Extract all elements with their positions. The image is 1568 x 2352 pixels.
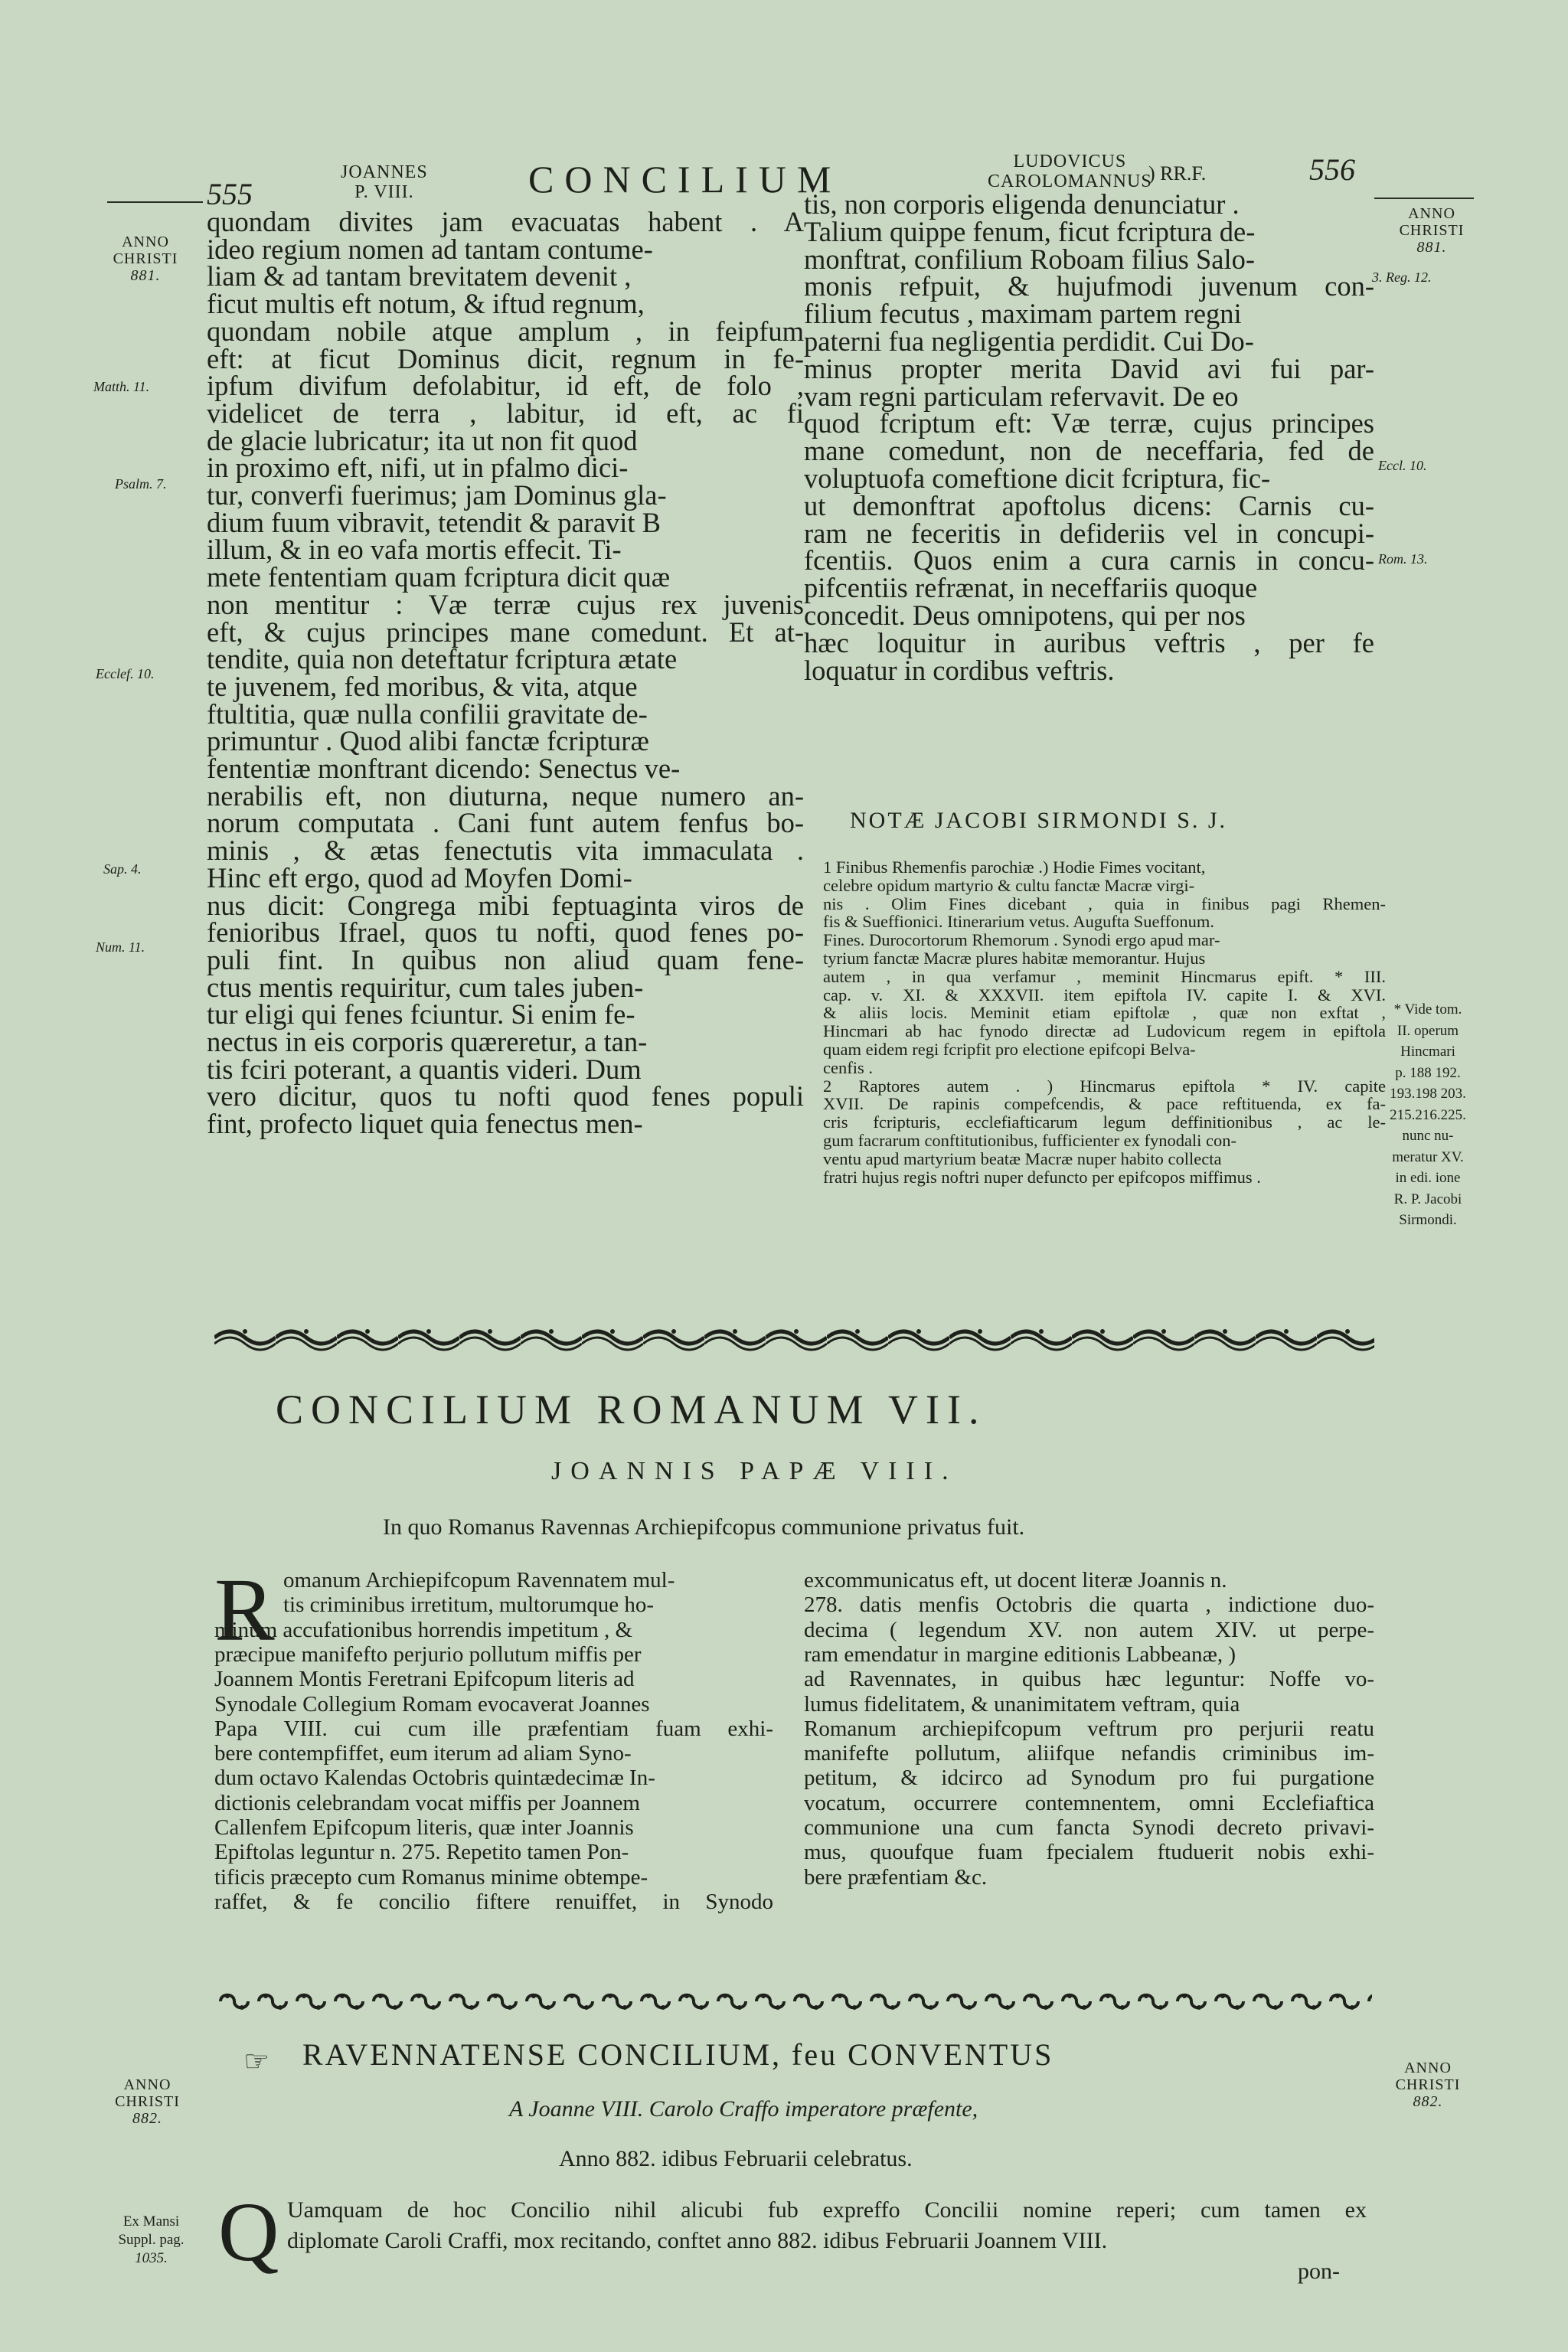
text-line: fenioribus Ifrael, quos tu nofti, quod fenes po- bbox=[207, 916, 804, 949]
margin-ref: Eccl. 10. bbox=[1378, 458, 1427, 473]
note-line: & aliis locis. Meminit etiam epiftolæ , quæ non exftat , bbox=[823, 1003, 1386, 1023]
text-line: minum accufationibus horrendis impetitum , & bbox=[214, 1617, 633, 1642]
header-rrf: ) RR.F. bbox=[1148, 162, 1207, 185]
margin-anno-line: 881. bbox=[1416, 239, 1447, 256]
side-ref-line: II. operum bbox=[1396, 1022, 1459, 1039]
text-line: decima ( legendum XV. non autem XIV. ut perpe- bbox=[804, 1617, 1374, 1642]
text-line: ctus mentis requiritur, cum tales juben- bbox=[207, 971, 644, 1003]
header-joannes-line: JOANNES bbox=[341, 162, 428, 182]
note-line: cenfis . bbox=[823, 1057, 873, 1077]
header-joannes bbox=[341, 162, 428, 202]
side-ref-line: Sirmondi. bbox=[1399, 1212, 1457, 1228]
text-line: Joannem Montis Feretrani Epifcopum literis ad bbox=[214, 1667, 635, 1692]
side-ref-line: p. 188 192. bbox=[1395, 1064, 1461, 1081]
margin-ref: Rom. 13. bbox=[1378, 551, 1428, 567]
margin-ref: Psalm. 7. bbox=[115, 476, 167, 492]
text-line: bere præfentiam &c. bbox=[804, 1864, 988, 1890]
margin-anno-right bbox=[1386, 205, 1478, 256]
note-line: cap. v. XI. & XXXVII. item epiftola IV. capite I. & XVI. bbox=[823, 985, 1386, 1004]
note-line: autem , in qua verfamur , meminit Hincmarus epift. * III. bbox=[823, 966, 1386, 986]
note-line: 1 Finibus Rhemenfis parochiæ .) Hodie Fimes vocitant, bbox=[823, 858, 1206, 877]
margin-ref: 3. Reg. 12. bbox=[1372, 270, 1432, 285]
text-line: Talium quippe fenum, ficut fcriptura de- bbox=[804, 215, 1256, 247]
margin-ex-mansi bbox=[100, 2213, 203, 2268]
text-line: lumus fidelitatem, & unanimitatem veftram, quia bbox=[804, 1691, 1240, 1717]
notes-title: NOTÆ JACOBI SIRMONDI S. J. bbox=[850, 808, 1228, 833]
text-line: te juvenem, fed moribus, & vita, atque bbox=[207, 670, 638, 702]
text-line: hæc loquitur in auribus veftris , per fe bbox=[804, 626, 1374, 658]
note-line: 2 Raptores autem . ) Hincmarus epiftola * IV. capite bbox=[823, 1076, 1386, 1096]
text-line: communione una cum fancta Synodi decreto privavi- bbox=[804, 1815, 1374, 1840]
margin-anno-line: ANNO bbox=[122, 234, 169, 250]
text-line: nus dicit: Congrega mibi feptuaginta viros de bbox=[207, 889, 804, 921]
text-line: mus, quoufque fuam fpecialem ftuduerit nobis exhi- bbox=[804, 1840, 1374, 1865]
text-line: fint, profecto liquet quia fenectus men- bbox=[207, 1108, 643, 1140]
side-ref-line: Hincmari bbox=[1400, 1044, 1455, 1060]
text-line: Papa VIII. cui cum ille præfentiam fuam exhi- bbox=[214, 1716, 773, 1741]
pointing-hand-icon: ☞ bbox=[243, 2046, 270, 2078]
text-line: ram ne feceritis in defideriis vel in concupi- bbox=[804, 517, 1374, 549]
margin-ex-mansi-line: Suppl. pag. bbox=[118, 2232, 185, 2248]
text-line: tis fciri poterant, a quantis videri. Dum bbox=[207, 1053, 642, 1085]
note-line: Hincmari ab hac fynodo directæ ad Ludovicum regem in epiftola bbox=[823, 1021, 1386, 1041]
drop-cap-q: Q bbox=[218, 2185, 279, 2278]
note-line: Fines. Durocortorum Rhemorum . Synodi ergo apud mar- bbox=[823, 930, 1220, 950]
note-line: gum facrarum conftitutionibus, fufficienter ex fynodali con- bbox=[823, 1131, 1237, 1150]
text-line: quod fcriptum eft: Væ terræ, cujus principes bbox=[804, 407, 1374, 439]
text-line: Callenfem Epifcopum literis, quæ inter Joannis bbox=[214, 1815, 634, 1840]
margin-anno-line: ANNO bbox=[1408, 205, 1455, 222]
text-line: in proximo eft, nifi, ut in pfalmo dici- bbox=[207, 452, 629, 484]
side-ref-line: * Vide tom. bbox=[1393, 1001, 1462, 1018]
side-ref-line: 215.216.225. bbox=[1390, 1106, 1466, 1123]
drop-cap: R bbox=[214, 1560, 275, 1660]
text-line: mane comedunt, non de neceffaria, fed de bbox=[804, 435, 1374, 467]
text-line: quondam divites jam evacuatas habent . A bbox=[207, 206, 804, 237]
text-line: Romanum archiepifcopum veftrum pro perjurii reatu bbox=[804, 1716, 1374, 1741]
text-line: Epiftolas leguntur n. 275. Repetito tamen Pon- bbox=[214, 1840, 629, 1865]
text-line: bere contempfiffet, eum iterum ad aliam Syno- bbox=[214, 1741, 632, 1766]
text-line: ipfum divifum defolabitur, id eft, de folo , bbox=[207, 370, 804, 402]
header-rule-left bbox=[107, 201, 203, 203]
side-ref-line: R. P. Jacobi bbox=[1393, 1191, 1462, 1207]
text-line: mete fententiam quam fcriptura dicit quæ bbox=[207, 561, 671, 593]
text-line: loquatur in cordibus veftris. bbox=[804, 654, 1115, 686]
text-line: diplomate Caroli Craffi, mox recitando, conftet anno 882. idibus Februarii Joannem VIII. bbox=[287, 2228, 1108, 2253]
margin-anno-line: 882. bbox=[1413, 2093, 1443, 2110]
ravennatense-date: Anno 882. idibus Februarii celebratus. bbox=[559, 2146, 913, 2171]
text-line: dum octavo Kalendas Octobris quintædecimæ In- bbox=[214, 1766, 655, 1791]
text-line: de glacie lubricatur; ita ut non fit quod bbox=[207, 424, 638, 456]
ornament-band-1 bbox=[214, 1322, 1374, 1353]
text-line: ficut multis eft notum, & iftud regnum, bbox=[207, 288, 645, 320]
text-line: ut demonftrat apoftolus dicens: Carnis cu- bbox=[804, 489, 1374, 521]
margin-ref: Sap. 4. bbox=[103, 861, 142, 877]
section-title: CONCILIUM ROMANUM VII. bbox=[276, 1387, 987, 1432]
text-line: nerabilis eft, non diuturna, neque numero an- bbox=[207, 779, 804, 812]
text-line: minus propter merita David avi fui par- bbox=[804, 352, 1374, 384]
text-line: fententiæ monftrant dicendo: Senectus ve- bbox=[207, 753, 681, 784]
text-line: tur, converfi fuerimus; jam Dominus gla- bbox=[207, 479, 667, 511]
text-line: tendite, quia non deteftatur fcriptura ætate bbox=[207, 643, 678, 675]
text-line: concedit. Deus omnipotens, qui per nos bbox=[804, 599, 1246, 631]
note-line: quam eidem regi fcripfit pro electione epifcopi Belva- bbox=[823, 1040, 1196, 1059]
text-line: voluptuofa comeftione dicit fcriptura, fic- bbox=[804, 462, 1271, 494]
text-line: filium fecutus , maximam partem regni bbox=[804, 298, 1242, 330]
margin-ref: Ecclef. 10. bbox=[96, 666, 155, 681]
text-line: minis , & ætas fenectutis vita immaculata . bbox=[207, 835, 804, 867]
note-line: tyrium fanctæ Macræ plures habitæ memorantur. Hujus bbox=[823, 949, 1206, 968]
page-number-right: 556 bbox=[1309, 152, 1355, 187]
margin-anno-line: ANNO bbox=[1404, 2060, 1452, 2076]
text-line: eft, & cujus principes mane comedunt. Et at- bbox=[207, 616, 804, 648]
margin-anno-line: CHRISTI bbox=[115, 2093, 180, 2110]
margin-anno-line: CHRISTI bbox=[113, 250, 178, 267]
text-line: paterni fua negligentia perdidit. Cui Do- bbox=[804, 325, 1254, 357]
side-ref-line: meratur XV. bbox=[1392, 1148, 1464, 1165]
text-line: fcentiis. Quos enim a cura carnis in concu- bbox=[804, 544, 1374, 577]
margin-ref: Matth. 11. bbox=[93, 379, 150, 394]
margin-anno-lower-right bbox=[1378, 2060, 1478, 2110]
margin-anno-left bbox=[100, 234, 191, 284]
text-line: eft: at ficut Dominus dicit, regnum in fe- bbox=[207, 342, 804, 374]
side-ref-line: 193.198 203. bbox=[1390, 1086, 1466, 1102]
text-line: petitum, & idcirco ad Synodum pro fui purgatione bbox=[804, 1766, 1374, 1791]
margin-ex-mansi-line: 1035. bbox=[135, 2250, 168, 2266]
note-line: ventu apud martyrium beatæ Macræ nuper habito collecta bbox=[823, 1148, 1222, 1168]
text-line: vocatum, occurrere contemnentem, omni Ecclefiaftica bbox=[804, 1790, 1374, 1815]
text-line: monis refpuit, & hujufmodi juvenum con- bbox=[804, 270, 1374, 302]
text-line: primuntur . Quod alibi fanctæ fcripturæ bbox=[207, 725, 649, 757]
running-title: CONCILIUM bbox=[528, 158, 842, 201]
side-ref-line: nunc nu- bbox=[1402, 1128, 1454, 1144]
text-line: Hinc eft ergo, quod ad Moyfen Domi- bbox=[207, 861, 632, 893]
header-joannes-line: P. VIII. bbox=[354, 182, 414, 202]
text-line: pifcentiis refrænat, in neceffariis quoque bbox=[804, 572, 1258, 604]
margin-ex-mansi-line: Ex Mansi bbox=[122, 2213, 180, 2230]
text-line: Uamquam de hoc Concilio nihil alicubi fub expreffo Concilii nomine reperi; cum tamen ex bbox=[287, 2197, 1367, 2223]
text-line: monftrat, confilium Roboam filius Salo- bbox=[804, 243, 1255, 275]
text-line: ram emendatur in margine editionis Labbeanæ, ) bbox=[804, 1642, 1236, 1667]
note-line: cris fcripturis, ecclefiafticarum legum deffinitionibus , ac le- bbox=[823, 1112, 1386, 1132]
text-line: norum computata . Cani funt autem fenfus bo- bbox=[207, 807, 804, 839]
text-line: non mentitur : Væ terræ cujus rex juvenis bbox=[207, 588, 804, 620]
margin-anno-line: 882. bbox=[132, 2110, 162, 2127]
header-ludovicus-line: CAROLOMANNUS bbox=[988, 172, 1152, 191]
note-line: fratri hujus regis noftri nuper defuncto per epifcopos miffimus . bbox=[823, 1167, 1261, 1187]
margin-anno-line: 881. bbox=[130, 267, 161, 284]
note-line: fis & Sueffionici. Itinerarium vetus. Augufta Sueffonum. bbox=[823, 912, 1214, 932]
ravennatense-subtitle: A Joanne VIII. Carolo Craffo imperatore præfente, bbox=[509, 2096, 978, 2122]
note-line: nis . Olim Fines dicebant , quia in finibus pagi Rhemen- bbox=[823, 893, 1386, 913]
text-line: pon- bbox=[1298, 2259, 1340, 2284]
text-line: raffet, & fe concilio fiftere renuiffet, in Synodo bbox=[214, 1889, 773, 1914]
header-rule-right bbox=[1374, 198, 1474, 199]
text-line: excommunicatus eft, ut docent literæ Joannis n. bbox=[804, 1568, 1227, 1592]
text-line: ideo regium nomen ad tantam contume- bbox=[207, 233, 653, 265]
margin-anno-line: CHRISTI bbox=[1399, 222, 1465, 239]
header-ludovicus-line: LUDOVICUS bbox=[1013, 152, 1127, 172]
text-line: omanum Archiepifcopum Ravennatem mul- bbox=[283, 1568, 675, 1592]
text-line: Synodale Collegium Romam evocaverat Joannes bbox=[214, 1691, 650, 1717]
section-description: In quo Romanus Ravennas Archiepifcopus communione privatus fuit. bbox=[383, 1514, 1025, 1540]
text-line: præcipue manifefto perjurio pollutum miffis per bbox=[214, 1642, 642, 1667]
text-line: dictionis celebrandam vocat miffis per Joannem bbox=[214, 1790, 640, 1815]
text-line: manifefte pollutum, aliifque nefandis criminibus im- bbox=[804, 1741, 1374, 1766]
margin-ref: Num. 11. bbox=[96, 939, 145, 955]
text-line: vero dicitur, quos tu nofti quod fenes populi bbox=[207, 1080, 804, 1112]
page-number-left: 555 bbox=[207, 177, 253, 211]
header-ludovicus bbox=[988, 152, 1152, 191]
text-line: 278. datis menfis Octobris die quarta , indictione duo- bbox=[804, 1592, 1374, 1618]
side-ref-line: in edi. ione bbox=[1395, 1170, 1461, 1186]
text-line: ftultitia, quæ nulla confilii gravitate de- bbox=[207, 697, 648, 730]
margin-anno-line: CHRISTI bbox=[1395, 2076, 1461, 2093]
text-line: tur eligi qui fenes fciuntur. Si enim fe- bbox=[207, 998, 635, 1031]
margin-anno-line: ANNO bbox=[123, 2076, 172, 2093]
text-line: tis criminibus irretitum, multorumque ho- bbox=[283, 1592, 655, 1618]
note-line: celebre opidum martyrio & cultu fanctæ Macræ virgi- bbox=[823, 875, 1195, 895]
text-line: tis, non corporis eligenda denunciatur . bbox=[804, 188, 1240, 220]
text-line: videlicet de terra , labitur, id eft, ac fi bbox=[207, 397, 804, 429]
text-line: puli fint. In quibus non aliud quam fene- bbox=[207, 943, 804, 975]
text-line: ad Ravennates, in quibus hæc leguntur: Noffe vo- bbox=[804, 1667, 1374, 1692]
text-line: quondam nobile atque amplum , in feipfum bbox=[207, 315, 804, 347]
text-line: illum, & in eo vafa mortis effecit. Ti- bbox=[207, 534, 622, 566]
note-line: XVII. De rapinis compefcendis, & pace reftituenda, ex fa- bbox=[823, 1094, 1386, 1114]
text-line: vam regni particulam refervavit. De eo bbox=[804, 380, 1239, 412]
text-line: tificis præcepto cum Romanus minime obtempe- bbox=[214, 1864, 648, 1890]
ravennatense-title: RAVENNATENSE CONCILIUM, feu CONVENTUS bbox=[302, 2037, 1054, 2072]
margin-anno-lower-left bbox=[100, 2076, 195, 2127]
text-line: dium fuum vibravit, tetendit & paravit B bbox=[207, 506, 662, 538]
text-line: liam & ad tantam brevitatem devenit , bbox=[207, 260, 632, 292]
section-subtitle: JOANNIS PAPÆ VIII. bbox=[551, 1457, 958, 1485]
text-line: nectus in eis corporis quæreretur, a tan- bbox=[207, 1026, 648, 1057]
ornament-band-2 bbox=[216, 1988, 1372, 2014]
